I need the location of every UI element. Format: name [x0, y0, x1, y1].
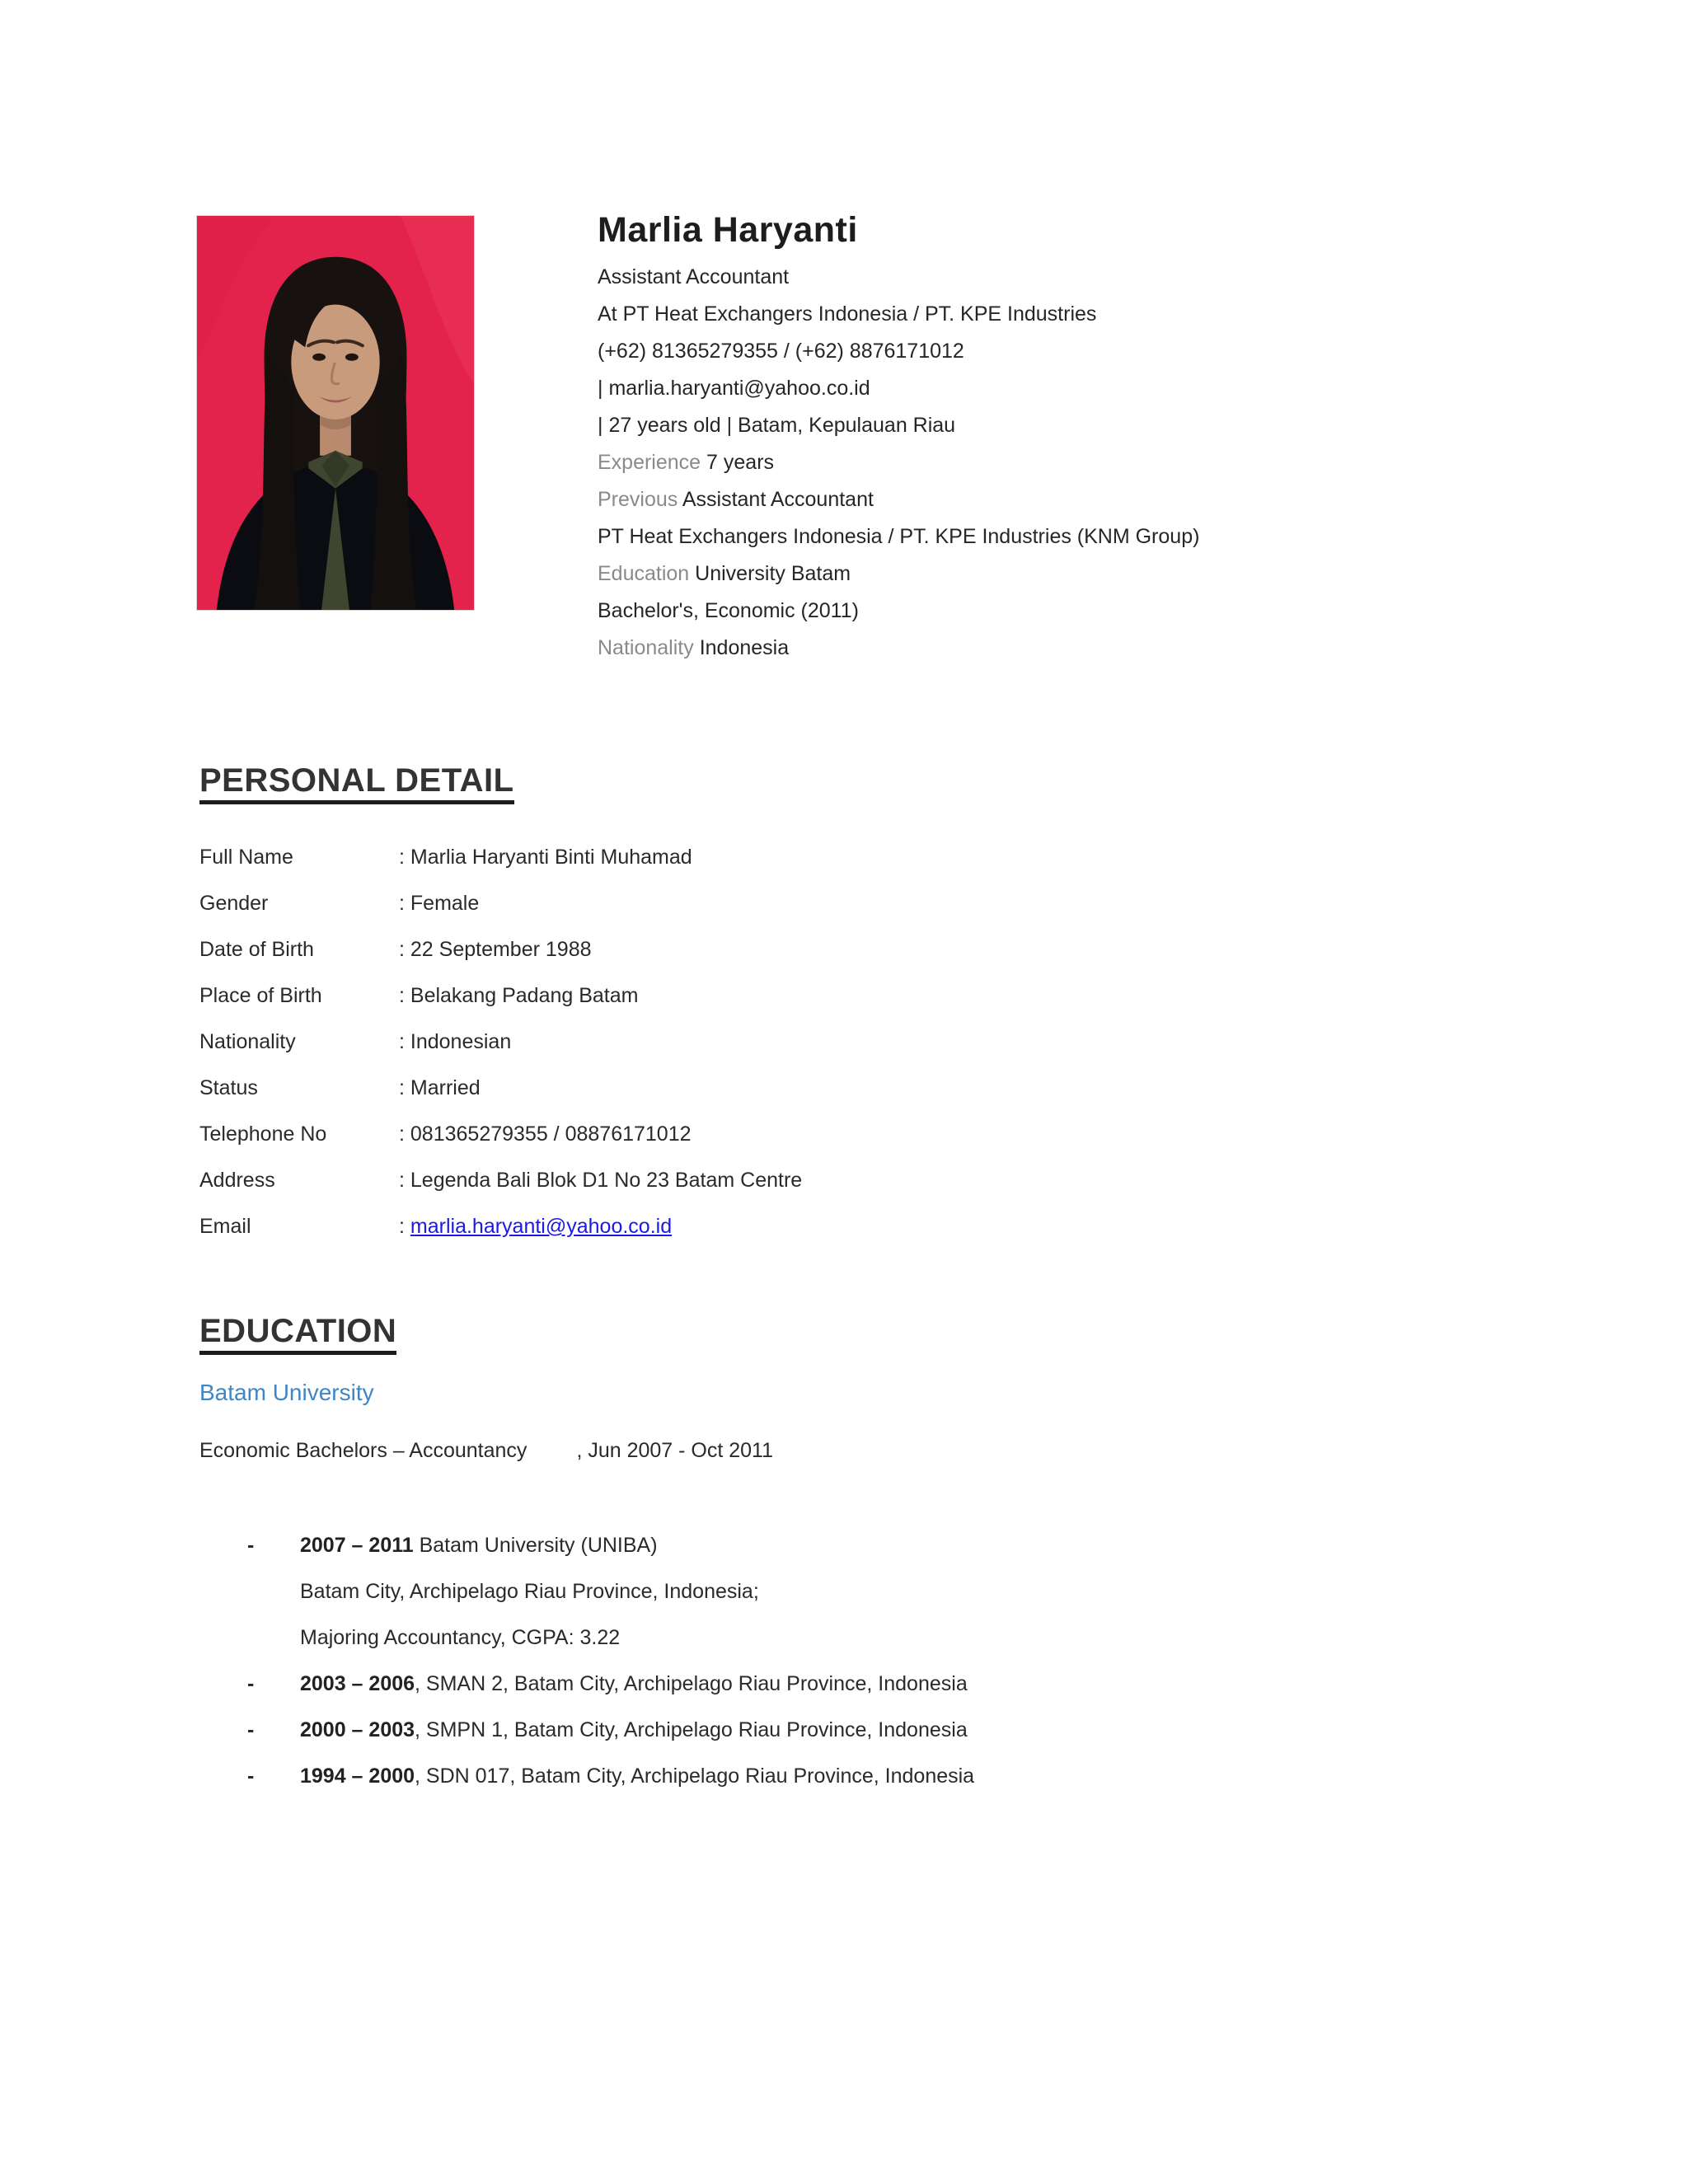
row-label: Date of Birth — [199, 938, 314, 961]
row-nationality — [199, 1019, 1485, 1065]
degree-line: Bachelor's, Economic (2011) — [598, 599, 859, 622]
header-lines — [598, 259, 1620, 667]
row-value: : Marlia Haryanti Binti Muhamad — [399, 846, 692, 869]
row-value: : 081365279355 / 08876171012 — [399, 1122, 692, 1146]
previous-company-line: PT Heat Exchangers Indonesia / PT. KPE Industries (KNM Group) — [598, 525, 1200, 548]
experience-label: Experience — [598, 451, 701, 474]
period: 2007 – 2011 — [300, 1534, 414, 1557]
row-value — [399, 1203, 672, 1249]
email-link[interactable]: marlia.haryanti@yahoo.co.id — [410, 1215, 673, 1238]
previous-label: Previous — [598, 488, 678, 511]
dash-bullet: - — [247, 1765, 255, 1788]
list-item-text — [300, 1522, 1485, 1661]
row-email — [199, 1203, 1485, 1249]
education-section — [199, 1313, 1485, 1799]
detail: , SMAN 2, Batam City, Archipelago Riau Province, Indonesia — [415, 1672, 968, 1695]
education-label: Education — [598, 562, 690, 585]
row-full-name — [199, 834, 1485, 880]
row-label: Full Name — [199, 846, 293, 869]
dash-bullet: - — [247, 1718, 255, 1741]
detail: Batam University (UNIBA) — [413, 1534, 658, 1557]
dash-bullet: - — [247, 1534, 255, 1557]
row-value: : Married — [399, 1076, 481, 1099]
detail-line: Batam City, Archipelago Riau Province, Indonesia; — [300, 1580, 759, 1603]
detail: , SMPN 1, Batam City, Archipelago Riau Province, Indonesia — [415, 1718, 968, 1741]
row-value: : Legenda Bali Blok D1 No 23 Batam Centre — [399, 1169, 803, 1192]
header-block — [598, 208, 1620, 667]
row-value: : Indonesian — [399, 1030, 512, 1053]
row-value: : Female — [399, 892, 480, 915]
personal-detail-heading: PERSONAL DETAIL — [199, 766, 514, 804]
school-name: Batam University — [199, 1380, 374, 1405]
person-name: Marlia Haryanti — [598, 210, 858, 250]
course-dates: , Jun 2007 - Oct 2011 — [576, 1439, 774, 1462]
nationality-value: Indonesia — [699, 636, 790, 659]
course-title: Economic Bachelors – Accountancy — [199, 1439, 528, 1462]
row-telephone — [199, 1111, 1485, 1157]
previous-value: Assistant Accountant — [682, 488, 874, 511]
row-label: Email — [199, 1215, 251, 1238]
row-date-of-birth — [199, 926, 1485, 972]
phone-line: (+62) 81365279355 / (+62) 8876171012 — [598, 340, 964, 363]
education-line — [598, 555, 1620, 593]
list-item — [199, 1661, 1485, 1707]
row-value: : 22 September 1988 — [399, 938, 592, 961]
job-title: Assistant Accountant — [598, 265, 790, 288]
email-line: | marlia.haryanti@yahoo.co.id — [598, 377, 870, 400]
list-item-text — [300, 1661, 1485, 1707]
period: 1994 – 2000 — [300, 1765, 415, 1788]
dash-bullet: - — [247, 1672, 255, 1695]
education-heading: EDUCATION — [199, 1317, 396, 1355]
portrait-illustration — [197, 216, 474, 610]
row-status — [199, 1065, 1485, 1111]
personal-detail-rows — [199, 834, 1485, 1249]
list-item — [199, 1753, 1485, 1799]
row-label: Nationality — [199, 1030, 296, 1053]
list-item — [199, 1522, 1485, 1661]
education-value: University Batam — [695, 562, 851, 585]
education-history-list — [199, 1522, 1485, 1799]
previous-line — [598, 481, 1620, 518]
row-label: Telephone No — [199, 1122, 327, 1146]
nationality-label: Nationality — [598, 636, 694, 659]
age-location-line: | 27 years old | Batam, Kepulauan Riau — [598, 414, 956, 437]
row-value: : Belakang Padang Batam — [399, 984, 639, 1007]
personal-detail-section — [199, 762, 1485, 1249]
experience-line — [598, 444, 1620, 481]
company-line: At PT Heat Exchangers Indonesia / PT. KPE Industries — [598, 302, 1097, 326]
nationality-line — [598, 630, 1620, 667]
row-label: Gender — [199, 892, 269, 915]
row-label: Status — [199, 1076, 258, 1099]
row-label: Place of Birth — [199, 984, 322, 1007]
profile-photo — [196, 215, 475, 611]
row-address — [199, 1157, 1485, 1203]
list-item-text — [300, 1753, 1485, 1799]
row-place-of-birth — [199, 972, 1485, 1019]
row-gender — [199, 880, 1485, 926]
course-line — [199, 1437, 1485, 1464]
list-item — [199, 1707, 1485, 1753]
email-colon: : — [399, 1215, 410, 1238]
detail: , SDN 017, Batam City, Archipelago Riau Province, Indonesia — [415, 1765, 975, 1788]
period: 2003 – 2006 — [300, 1672, 415, 1695]
experience-value: 7 years — [706, 451, 775, 474]
period: 2000 – 2003 — [300, 1718, 415, 1741]
list-item-text — [300, 1707, 1485, 1753]
detail-line: Majoring Accountancy, CGPA: 3.22 — [300, 1626, 621, 1649]
row-label: Address — [199, 1169, 275, 1192]
